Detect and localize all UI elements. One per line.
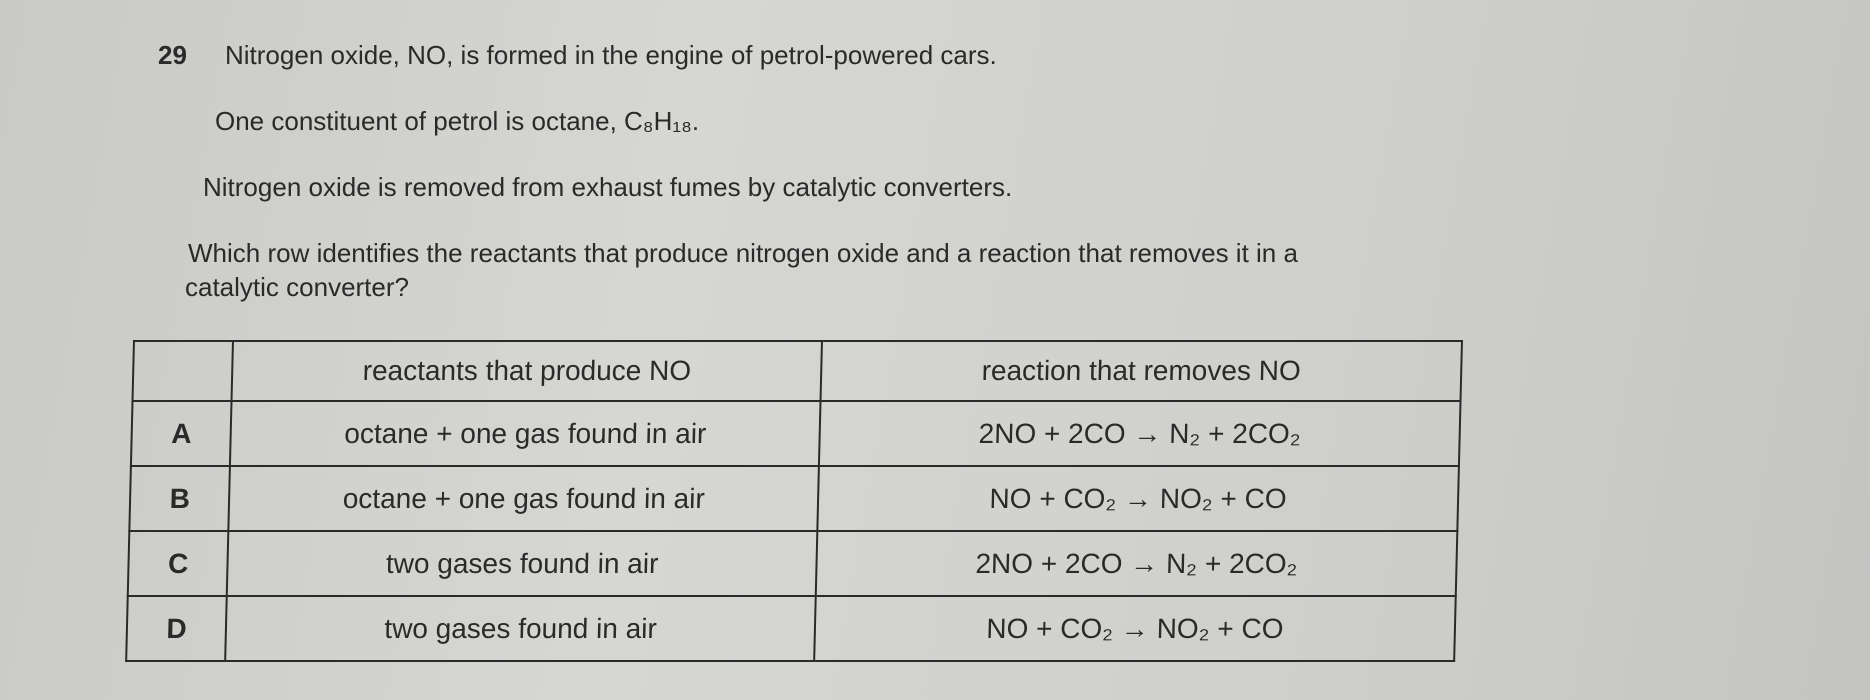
table-row-c[interactable] [128,531,1458,596]
option-letter[interactable]: D [126,596,227,661]
option-reaction: 2NO + 2CO → N₂ + 2CO₂ [819,401,1461,466]
question-number: 29 [158,40,187,70]
question-text-line-1: Nitrogen oxide, NO, is formed in the engine of petrol-powered cars. [225,40,997,70]
header-reaction: reaction that removes NO [820,341,1462,401]
question-prompt-line-2: catalytic converter? [185,272,409,302]
option-reaction: NO + CO₂ → NO₂ + CO [814,596,1456,661]
option-reactants: two gases found in air [227,531,817,596]
header-empty-cell [133,341,234,401]
table-header-row [133,341,1462,401]
question-text-line-3: Nitrogen oxide is removed from exhaust fumes by catalytic converters. [203,172,1013,202]
option-reactants: octane + one gas found in air [230,401,820,466]
option-reaction: NO + CO₂ → NO₂ + CO [817,466,1459,531]
table-row-a[interactable] [131,401,1461,466]
answer-options-table [125,340,1463,662]
option-letter[interactable]: C [128,531,229,596]
option-reactants: two gases found in air [226,596,816,661]
option-reactants: octane + one gas found in air [229,466,819,531]
table-row-d[interactable] [126,596,1456,661]
table-row-b[interactable] [129,466,1459,531]
question-prompt-line-1: Which row identifies the reactants that produce nitrogen oxide and a reaction that removes it in a [188,238,1298,268]
option-letter[interactable]: A [131,401,232,466]
option-reaction: 2NO + 2CO → N₂ + 2CO₂ [816,531,1458,596]
option-letter[interactable]: B [129,466,230,531]
header-reactants: reactants that produce NO [232,341,822,401]
question-text-line-2: One constituent of petrol is octane, C₈H₁₈. [215,106,700,136]
